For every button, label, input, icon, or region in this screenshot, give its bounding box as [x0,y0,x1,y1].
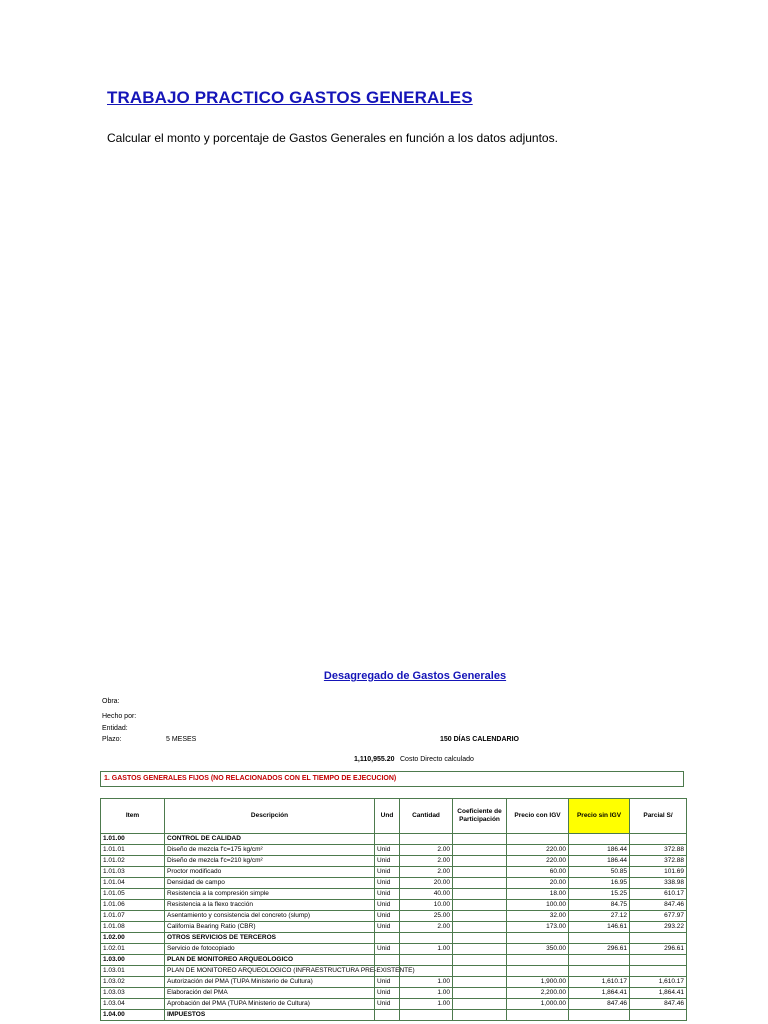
cell-desc: CONTROL DE CALIDAD [165,834,375,845]
cell-und: Unid [375,867,400,878]
cell-item: 1.02.01 [101,944,165,955]
col-und: Und [375,799,400,834]
col-precio-con-igv: Precio con IGV [507,799,569,834]
cell-parcial: 372.88 [630,845,687,856]
table-row [101,867,687,878]
cell-item: 1.01.00 [101,834,165,845]
breakdown-title: Desagregado de Gastos Generales [323,670,507,682]
cell-psin: 847.46 [569,999,630,1010]
cell-pcon: 1,000.00 [507,999,569,1010]
section-fixed-costs-title: 1. GASTOS GENERALES FIJOS (NO RELACIONADOS CON EL TIEMPO DE EJECUCION) [100,771,684,787]
cell-cant: 40.00 [400,889,453,900]
cell-pcon [507,834,569,845]
cell-coef [453,845,507,856]
page-title: TRABAJO PRACTICO GASTOS GENERALES [107,88,473,107]
cell-cant: 2.00 [400,922,453,933]
cell-pcon: 350.00 [507,944,569,955]
cell-cant: 2.00 [400,867,453,878]
cell-cant: 1.00 [400,944,453,955]
cell-cant: 10.00 [400,900,453,911]
table-row [101,922,687,933]
cell-pcon: 18.00 [507,889,569,900]
cell-cant: 1.00 [400,988,453,999]
cell-cant: 20.00 [400,878,453,889]
cell-und [375,1010,400,1021]
instructions-text: Calcular el monto y porcentaje de Gastos Generales en función a los datos adjuntos. [107,131,558,145]
cell-psin [569,834,630,845]
cell-pcon [507,966,569,977]
cell-item: 1.01.06 [101,900,165,911]
col-precio-sin-igv: Precio sin IGV [569,799,630,834]
cell-psin [569,966,630,977]
table-header-row [101,799,687,834]
cell-und: Unid [375,977,400,988]
cell-cant: 25.00 [400,911,453,922]
cell-item: 1.03.03 [101,988,165,999]
table-group-row [101,1010,687,1021]
cell-desc: OTROS SERVICIOS DE TERCEROS [165,933,375,944]
cell-psin: 1,864.41 [569,988,630,999]
cell-und [375,933,400,944]
col-descripcion: Descripción [165,799,375,834]
cell-item: 1.01.04 [101,878,165,889]
cell-parcial: 1,610.17 [630,977,687,988]
table-row [101,856,687,867]
cell-item: 1.01.02 [101,856,165,867]
cell-coef [453,1010,507,1021]
cell-coef [453,867,507,878]
cell-item: 1.03.00 [101,955,165,966]
plazo-label: Plazo: [102,736,122,743]
cell-und: Unid [375,911,400,922]
cell-cant: 1.00 [400,999,453,1010]
col-parcial: Parcial S/ [630,799,687,834]
cell-pcon: 20.00 [507,878,569,889]
table-group-row [101,933,687,944]
cell-desc: Autorización del PMA (TUPA Ministerio de Cultura) [165,977,375,988]
cell-und: Unid [375,878,400,889]
col-item: Item [101,799,165,834]
cell-parcial: 847.46 [630,900,687,911]
table-row [101,878,687,889]
cell-item: 1.04.00 [101,1010,165,1021]
cell-und: Unid [375,889,400,900]
cell-desc: Diseño de mezcla f'c=175 kg/cm² [165,845,375,856]
cell-pcon: 1,900.00 [507,977,569,988]
cell-item: 1.02.00 [101,933,165,944]
cell-desc: Resistencia a la flexo tracción [165,900,375,911]
cell-und: Unid [375,999,400,1010]
cell-coef [453,955,507,966]
cell-parcial: 372.88 [630,856,687,867]
cell-psin [569,933,630,944]
cell-cant [400,955,453,966]
cell-parcial [630,955,687,966]
cell-item: 1.03.01 [101,966,165,977]
cell-desc: PLAN DE MONITOREO ARQUEOLOGICO [165,955,375,966]
cell-pcon: 2,200.00 [507,988,569,999]
cell-parcial [630,1010,687,1021]
cell-pcon: 100.00 [507,900,569,911]
cell-psin: 1,610.17 [569,977,630,988]
cell-coef [453,966,507,977]
cell-cant [400,834,453,845]
cell-coef [453,977,507,988]
cell-coef [453,878,507,889]
table-group-row [101,955,687,966]
general-costs-table [100,798,687,1021]
cell-desc: Asentamiento y consistencia del concreto (slump) [165,911,375,922]
cell-parcial: 338.98 [630,878,687,889]
cell-parcial: 677.97 [630,911,687,922]
cell-desc: Densidad de campo [165,878,375,889]
cell-psin: 186.44 [569,845,630,856]
cell-pcon: 220.00 [507,845,569,856]
cell-item: 1.03.04 [101,999,165,1010]
cell-cant: 2.00 [400,856,453,867]
cell-pcon: 32.00 [507,911,569,922]
cell-desc: IMPUESTOS [165,1010,375,1021]
cell-psin [569,955,630,966]
cell-psin: 186.44 [569,856,630,867]
cell-und: Unid [375,900,400,911]
cell-und: Unid [375,845,400,856]
table-row [101,966,687,977]
cell-parcial [630,834,687,845]
cell-coef [453,933,507,944]
cell-desc: Proctor modificado [165,867,375,878]
cell-und: Unid [375,944,400,955]
col-coeficiente: Coeficiente de Participación [453,799,507,834]
cell-parcial: 847.46 [630,999,687,1010]
cell-und: Unid [375,988,400,999]
cell-psin: 15.25 [569,889,630,900]
cell-psin: 146.61 [569,922,630,933]
plazo-meses: 5 MESES [166,736,197,743]
cell-desc: PLAN DE MONITOREO ARQUEOLOGICO (INFRAESTRUCTURA PRE-EXISTENTE) [165,966,375,977]
cell-pcon [507,955,569,966]
cell-desc: Diseño de mezcla f'c=210 kg/cm² [165,856,375,867]
cell-desc: Aprobación del PMA (TUPA Ministerio de Cultura) [165,999,375,1010]
cell-coef [453,834,507,845]
table-row [101,944,687,955]
cell-psin: 16.95 [569,878,630,889]
cell-pcon: 173.00 [507,922,569,933]
obra-label: Obra: [102,698,120,705]
cell-item: 1.01.01 [101,845,165,856]
cell-psin: 84.75 [569,900,630,911]
hecho-por-label: Hecho por: [102,713,137,720]
cell-coef [453,999,507,1010]
cell-coef [453,856,507,867]
cell-coef [453,900,507,911]
cell-cant [400,1010,453,1021]
cell-coef [453,988,507,999]
cell-parcial: 610.17 [630,889,687,900]
table-row [101,911,687,922]
cell-und [375,834,400,845]
table-row [101,999,687,1010]
cell-pcon [507,1010,569,1021]
costo-directo-label: Costo Directo calculado [400,756,474,763]
cell-coef [453,889,507,900]
cell-desc: Servicio de fotocopiado [165,944,375,955]
cell-item: 1.03.02 [101,977,165,988]
cell-item: 1.01.03 [101,867,165,878]
cell-item: 1.01.08 [101,922,165,933]
cell-und: Unid [375,856,400,867]
cell-pcon: 60.00 [507,867,569,878]
cell-coef [453,922,507,933]
cell-psin: 27.12 [569,911,630,922]
cell-psin [569,1010,630,1021]
cell-psin: 50.85 [569,867,630,878]
cell-item: 1.01.05 [101,889,165,900]
cell-parcial: 293.22 [630,922,687,933]
cell-parcial [630,933,687,944]
cell-parcial: 101.69 [630,867,687,878]
cell-coef [453,944,507,955]
table-group-row [101,834,687,845]
col-cantidad: Cantidad [400,799,453,834]
cell-und: Unid [375,922,400,933]
table-row [101,988,687,999]
cell-pcon: 220.00 [507,856,569,867]
cell-cant: 2.00 [400,845,453,856]
table-row [101,845,687,856]
table-row [101,889,687,900]
cell-und [375,955,400,966]
table-row [101,900,687,911]
cell-item: 1.01.07 [101,911,165,922]
plazo-dias: 150 DÍAS CALENDARIO [440,736,519,743]
cell-psin: 296.61 [569,944,630,955]
cell-parcial: 296.61 [630,944,687,955]
entidad-label: Entidad: [102,725,128,732]
cell-cant [400,933,453,944]
cell-desc: Resistencia a la compresión simple [165,889,375,900]
cell-desc: Elaboración del PMA [165,988,375,999]
cell-coef [453,911,507,922]
cell-desc: California Bearing Ratio (CBR) [165,922,375,933]
costo-directo-value: 1,110,955.20 [354,756,395,763]
table-row [101,977,687,988]
cell-parcial [630,966,687,977]
cell-cant: 1.00 [400,977,453,988]
cell-pcon [507,933,569,944]
cell-parcial: 1,864.41 [630,988,687,999]
